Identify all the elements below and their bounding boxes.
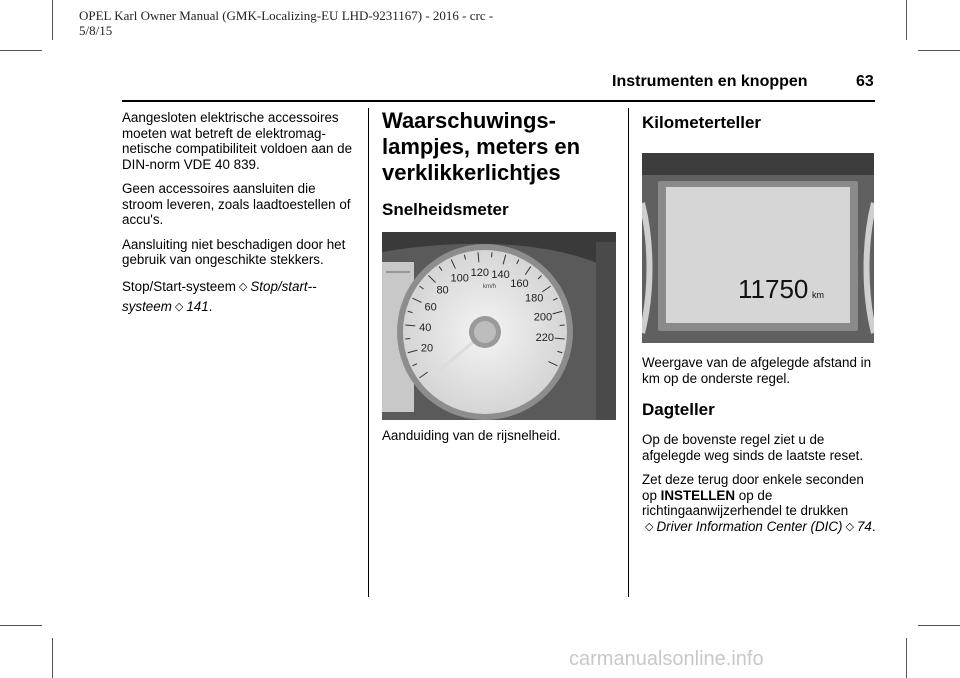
column-1: [122, 110, 360, 326]
paragraph: Stop/Start-systeem ◇ Stop/start-- systeem ◇ 141.: [122, 277, 360, 317]
speedo-label: 220: [535, 332, 554, 345]
speedo-label: 120: [470, 267, 489, 280]
speedo-label: 100: [450, 272, 469, 285]
heading-trip-meter: Dagteller: [642, 400, 715, 419]
column-3: [642, 110, 876, 544]
column-divider: [628, 108, 629, 597]
reference-link[interactable]: Stop/start--: [250, 278, 317, 294]
paragraph: Op de bovenste regel ziet u de afgelegde weg sinds de laatste reset.: [642, 432, 864, 463]
page-reference[interactable]: 74: [856, 518, 872, 534]
crop-mark: [906, 0, 907, 40]
reference-arrow-icon: ◇: [645, 520, 654, 533]
odometer-reading: 11750: [738, 274, 809, 304]
crop-mark: [0, 625, 42, 626]
crop-mark: [0, 50, 42, 51]
speedo-label: 60: [424, 301, 437, 314]
crop-mark: [918, 50, 960, 51]
reference-arrow-icon: ◇: [238, 280, 248, 293]
paragraph: Aangesloten elektrische accessoires moeten wat betreft de elektromag-netische compatibiliteit voldoen aan de DIN-norm VDE 40 839.: [122, 110, 353, 172]
page-number: 63: [856, 73, 874, 90]
reference-arrow-icon: ◇: [845, 520, 854, 533]
paragraph: Geen accessoires aansluiten die stroom leveren, zoals laadtoestellen of accu's.: [122, 181, 351, 227]
column-2: [382, 110, 616, 453]
header-rule: [122, 100, 875, 102]
odometer-unit: km: [812, 290, 824, 300]
speedo-label: 40: [419, 321, 432, 334]
speedometer-image: [382, 232, 616, 420]
crop-mark: [52, 0, 53, 40]
figure-caption: Aanduiding van de rijsnelheid.: [382, 428, 561, 443]
subheading: Snelheidsmeter: [382, 200, 509, 219]
speedo-label: 20: [420, 342, 434, 355]
section-title: Instrumenten en knoppen: [612, 73, 808, 90]
crop-mark: [52, 638, 53, 678]
watermark: carmanualsonline.info: [569, 648, 764, 670]
crop-mark: [906, 638, 907, 678]
heading-odometer: Kilometerteller: [642, 113, 762, 132]
speedo-label: 140: [491, 269, 510, 282]
main-heading: Waarschuwings-lampjes, meters en verklikkerlichtjes: [382, 108, 581, 185]
paragraph: Aansluiting niet beschadigen door het gebruik van ongeschikte stekkers.: [122, 236, 346, 267]
control-name: INSTELLEN: [660, 487, 736, 503]
speedo-unit: km/h: [483, 284, 497, 290]
speedo-label: 180: [524, 292, 544, 305]
odometer-image: [642, 153, 874, 343]
speedo-label: 200: [533, 311, 553, 324]
figure-caption: Weergave van de afgelegde afstand in km op de onderste regel.: [642, 355, 872, 386]
crop-mark: [918, 625, 960, 626]
reference-link[interactable]: Driver Information Center (DIC): [656, 518, 843, 534]
column-divider: [368, 108, 369, 597]
page-reference[interactable]: 141: [186, 298, 209, 314]
speedo-label: 80: [436, 284, 449, 297]
speedo-label: 160: [510, 277, 529, 290]
reference-arrow-icon: ◇: [174, 300, 184, 313]
paragraph: Zet deze terug door enkele seconden op INSTELLEN op de richtingaanwijzerhendel te drukken ◇ Driver Information Center (DIC) ◇ 74.: [642, 472, 876, 534]
print-meta: OPEL Karl Owner Manual (GMK-Localizing-EU LHD-9231167) - 2016 - crc - 5/8/15: [79, 8, 494, 38]
